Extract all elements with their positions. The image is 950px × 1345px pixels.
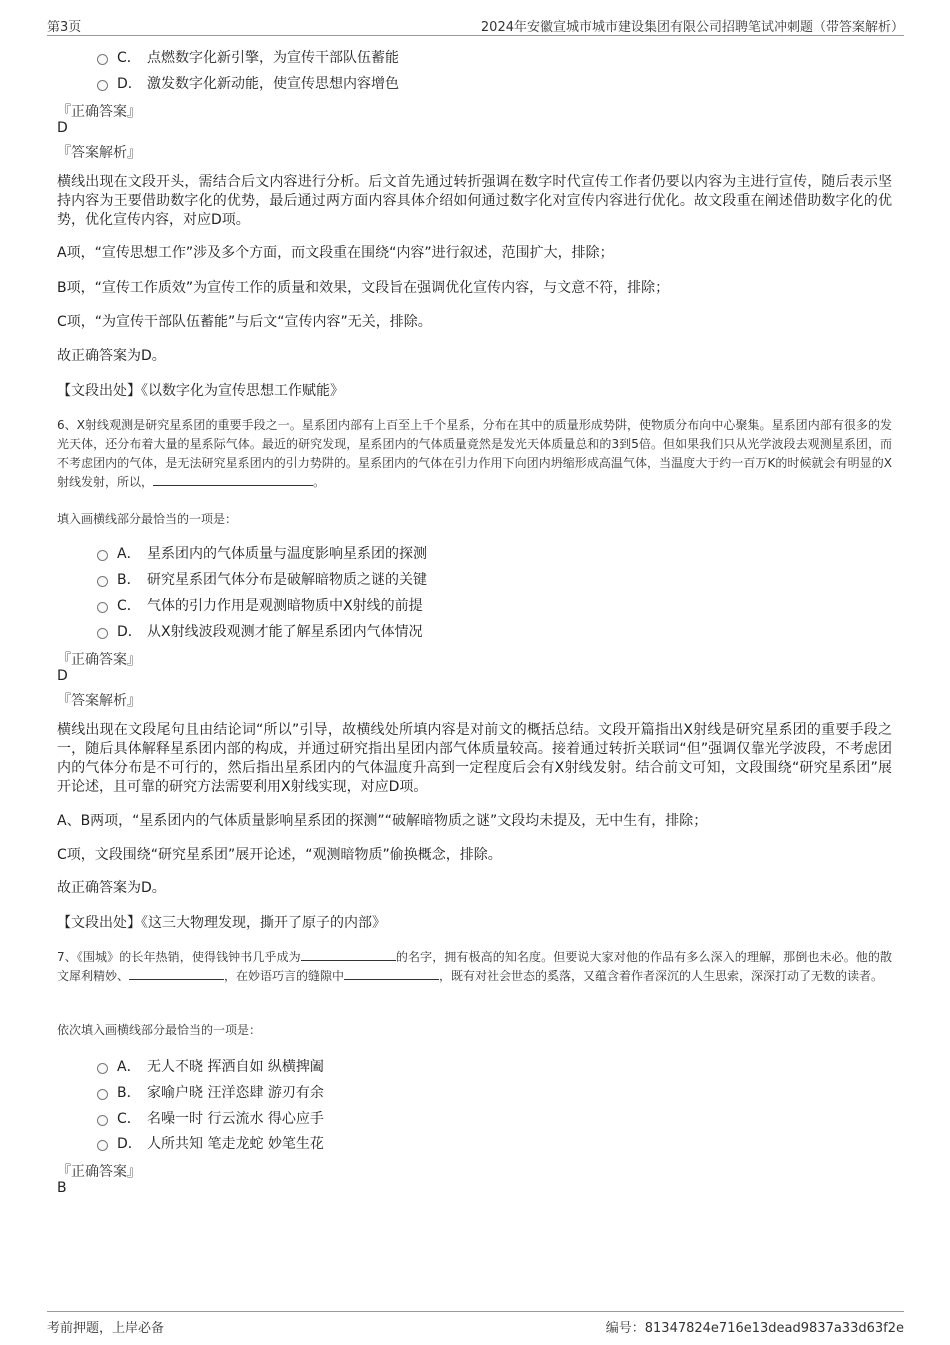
q7-option-b[interactable]: B． 家喻户晓 汪洋恣肆 游刃有余 [97, 1082, 324, 1102]
answer-blank [344, 967, 439, 980]
q5-source: 【文段出处】《以数字化为宣传思想工作赋能》 [57, 383, 344, 399]
radio-icon[interactable] [97, 602, 108, 613]
q5-analysis-b: B项，“宣传工作质效”为宣传工作的质量和效果，文段旨在强调优化宣传内容，与文意不符，排除； [57, 280, 670, 296]
document-title: 2024年安徽宣城市城市建设集团有限公司招聘笔试冲刺题（带答案解析） [480, 20, 904, 35]
q6-source: 【文段出处】《这三大物理发现，撕开了原子的内部》 [57, 915, 386, 931]
answer-blank [301, 948, 396, 961]
radio-icon[interactable] [97, 1089, 108, 1100]
page-number: 第3页 [47, 20, 82, 35]
radio-icon[interactable] [97, 550, 108, 561]
q6-question-text: 6、X射线观测是研究星系团的重要手段之一。星系团内部有上百至上千个星系，分布在其中的质量形成势阱，使物质分布向中心聚集。星系团内部有很多的发光天体，还分布着大量的星系际气体。最近的研究发现，星系团内的气体质量竟然是发光天体质量总和的3到5倍。但如果我们只从光学波段去观测星系团，而不考虑团内的气体，是无法研究星系团内的引力势阱的。星系团内的气体在引力作用下向团内坍缩形成高温气体，当温度大于约一百万K的时候就会有明显的X射线发射，所以， 。 [57, 418, 892, 489]
q6-analysis-c: C项，文段围绕“研究星系团”展开论述，“观测暗物质”偷换概念，排除。 [57, 847, 502, 863]
q5-analysis-conclusion: 故正确答案为D。 [57, 348, 166, 364]
q7-option-d[interactable]: D． 人所共知 笔走龙蛇 妙笔生花 [97, 1133, 324, 1153]
q7-option-a[interactable]: A． 无人不晓 挥洒自如 纵横捭阖 [97, 1056, 324, 1076]
q5-analysis-c: C项，“为宣传干部队伍蓄能”与后文“宣传内容”无关，排除。 [57, 314, 432, 330]
q6-analysis-conclusion: 故正确答案为D。 [57, 880, 166, 896]
q5-analysis-main: 横线出现在文段开头，需结合后文内容进行分析。后文首先通过转折强调在数字时代宣传工作者仍要以内容为主进行宣传，随后表示坚持内容为王要借助数字化的优势，最后通过两方面内容具体介绍如何通过数字化对宣传内容进行优化。故文段重在阐述借助数字化的优势，优化宣传内容，对应D项。 [57, 174, 892, 228]
q6-option-b[interactable]: B． 研究星系团气体分布是破解暗物质之谜的关键 [97, 569, 427, 589]
radio-icon[interactable] [97, 1115, 108, 1126]
q5-option-c[interactable]: C． 点燃数字化新引擎，为宣传干部队伍蓄能 [97, 47, 399, 67]
answer-blank [129, 967, 224, 980]
q7-option-c[interactable]: C． 名噪一时 行云流水 得心应手 [97, 1108, 324, 1128]
radio-icon[interactable] [97, 1063, 108, 1074]
q7-question-text: 7、《围城》的长年热销，使得钱钟书几乎成为 的名字，拥有极高的知名度。但要说大家对他的作品有多么深入的理解，那倒也未必。他的散文犀利精妙、 ，在妙语巧言的缝隙中 ，既有对社会世态的奚落，又蕴含着作者深沉的人生思索，深深打动了无数的读者。 [57, 950, 892, 983]
q7-prompt: 依次填入画横线部分最恰当的一项是： [57, 1023, 262, 1037]
q6-option-a[interactable]: A． 星系团内的气体质量与温度影响星系团的探测 [97, 543, 427, 563]
q5-analysis-label: 『答案解析』 [57, 145, 141, 161]
q6-analysis-label: 『答案解析』 [57, 693, 141, 709]
q5-answer-label: 『正确答案』 [57, 104, 141, 120]
q6-analysis-ab: A、B两项，“星系团内的气体质量影响星系团的探测”“破解暗物质之谜”文段均未提及，无中生有，排除； [57, 813, 708, 829]
q7-answer-label: 『正确答案』 [57, 1164, 141, 1180]
q6-answer: D [57, 668, 68, 684]
q6-option-c[interactable]: C． 气体的引力作用是观测暗物质中X射线的前提 [97, 595, 423, 615]
radio-icon[interactable] [97, 54, 108, 65]
footer-slogan: 考前押题，上岸必备 [47, 1321, 165, 1336]
document-code: 编号：81347824e716e13dead9837a33d63f2e [605, 1321, 904, 1336]
q5-answer: D [57, 120, 68, 136]
q6-prompt: 填入画横线部分最恰当的一项是： [57, 512, 238, 526]
q6-answer-label: 『正确答案』 [57, 652, 141, 668]
q5-analysis-a: A项，“宣传思想工作”涉及多个方面，而文段重在围绕“内容”进行叙述，范围扩大，排除； [57, 245, 614, 261]
q7-answer: B [57, 1180, 67, 1196]
radio-icon[interactable] [97, 576, 108, 587]
radio-icon[interactable] [97, 80, 108, 91]
q6-option-d[interactable]: D． 从X射线波段观测才能了解星系团内气体情况 [97, 621, 423, 641]
q5-option-d[interactable]: D． 激发数字化新动能，使宣传思想内容增色 [97, 73, 399, 93]
answer-blank [153, 473, 313, 486]
q6-analysis-main: 横线出现在文段尾句且由结论词“所以”引导，故横线处所填内容是对前文的概括总结。文段开篇指出X射线是研究星系团的重要手段之一，随后具体解释星系团内部的构成，并通过研究指出星团内部气体质量较高。接着通过转折关联词“但”强调仅靠光学波段，不考虑团内的气体分布是不可行的，然后指出星系团内的气体温度升高到一定程度后会有X射线发射。结合前文可知，文段围绕“研究星系团”展开论述，且可靠的研究方法需要利用X射线实现，对应D项。 [57, 722, 892, 795]
radio-icon[interactable] [97, 628, 108, 639]
radio-icon[interactable] [97, 1140, 108, 1151]
page-header [47, 13, 904, 36]
page-footer [47, 1311, 904, 1336]
